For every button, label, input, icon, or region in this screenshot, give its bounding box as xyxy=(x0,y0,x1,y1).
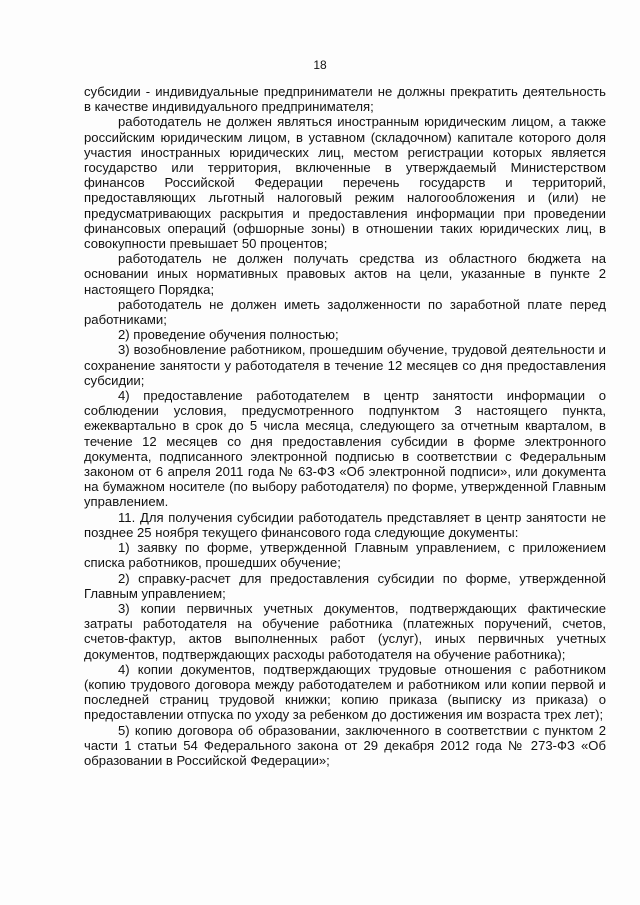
paragraph: 2) справку-расчет для предоставления субсидии по форме, утвержденной Главным управлением; xyxy=(84,570,606,601)
paragraph: 4) предоставление работодателем в центр занятости информации о соблюдении условия, предусмотренного подпунктом 3 настоящего пункта, ежеквартально в срок до 5 числа месяца, следующего за отчетным кварталом, в течение 12 месяцев со дня предоставления субсидии в форме электронного документа, подписанного электронной подписью в соответствии с Федеральным законом от 6 апреля 2011 года № 63-ФЗ «Об электронной подписи», или документа на бумажном носителе (по выбору работодателя) по форме, утвержденной Главным управлением. xyxy=(84,388,606,510)
paragraph: 3) возобновление работником, прошедшим обучение, трудовой деятельности и сохранение занятости у работодателя в течение 12 месяцев со дня предоставления субсидии; xyxy=(84,342,606,388)
paragraph: 2) проведение обучения полностью; xyxy=(118,327,339,343)
paragraph: 5) копию договора об образовании, заключенного в соответствии с пунктом 2 части 1 статьи 54 Федерального закона от 29 декабря 2012 года № 273-ФЗ «Об образовании в Российской Федерации»; xyxy=(84,722,606,768)
paragraph: работодатель не должен получать средства из областного бюджета на основании иных нормативных правовых актов на цели, указанные в пункте 2 настоящего Порядка; xyxy=(84,251,606,297)
paragraph: 4) копии документов, подтверждающих трудовые отношения с работником (копию трудового договора между работодателем и работником или копии первой и последней страниц трудовой книжки; копию приказа (выписку из приказа) о предоставлении отпуска по уходу за ребенком до достижения им возраста трех лет); xyxy=(84,661,606,723)
paragraph: 11. Для получения субсидии работодатель представляет в центр занятости не позднее 25 ноября текущего финансового года следующие документы: xyxy=(84,509,606,540)
paragraph: работодатель не должен являться иностранным юридическим лицом, а также российским юридическим лицом, в уставном (складочном) капитале которого доля участия иностранных юридических лиц, местом регистрации которых является государство или территория, включенные в утверждаемый Министерством финансов Российской Федерации перечень государств и территорий, предоставляющих льготный налоговый режим налогообложения и (или) не предусматривающих раскрытия и предоставления информации при проведении финансовых операций (офшорные зоны) в отношении таких юридических лиц, в совокупности превышает 50 процентов; xyxy=(84,114,606,252)
paragraph: субсидии - индивидуальные предприниматели не должны прекратить деятельность в качестве индивидуального предпринимателя; xyxy=(84,84,606,115)
paragraph: работодатель не должен иметь задолженности по заработной плате перед работниками; xyxy=(84,296,606,328)
paragraph: 1) заявку по форме, утвержденной Главным управлением, с приложением списка работников, прошедших обучение; xyxy=(84,540,606,571)
paragraph: 3) копии первичных учетных документов, подтверждающих фактические затраты работодателя на обучение работника (платежных поручений, счетов, счетов-фактур, актов выполненных работ (услуг), иных первичных учетных документов, подтверждающих расходы работодателя на обучение работника); xyxy=(84,600,606,662)
page-number: 18 xyxy=(313,58,327,72)
document-body xyxy=(84,84,606,768)
